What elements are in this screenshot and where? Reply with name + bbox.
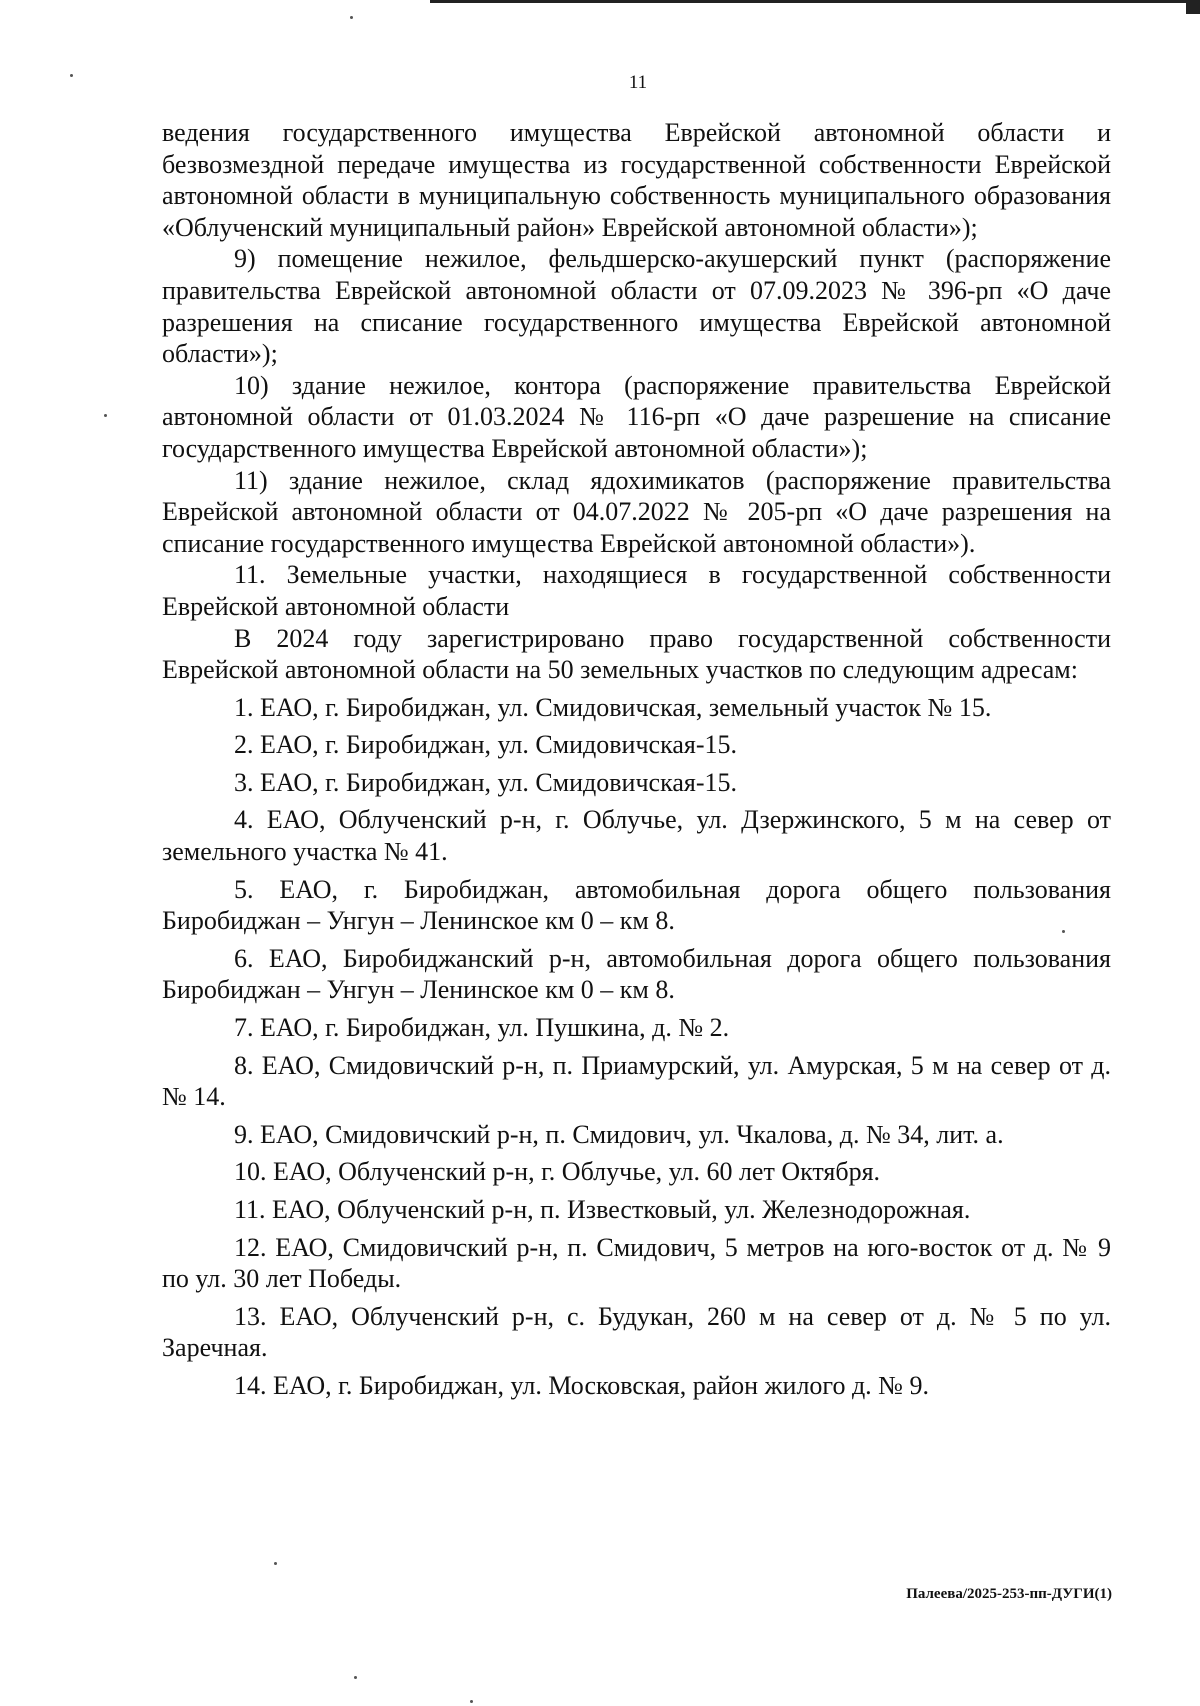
item-9-paragraph: 9) помещение нежилое, фельдшерско-акушерский пункт (распоряжение правительства Еврейской автономной области от 07.09.2023 № 396-рп «О даче разрешения на списание государственного имущества Еврейской автономной области»); bbox=[162, 244, 1111, 369]
section-heading: 11. Земельные участки, находящиеся в государственной собственности Еврейской автономной области bbox=[162, 560, 1111, 621]
item-10-paragraph: 10) здание нежилое, контора (распоряжение правительства Еврейской автономной области от 01.03.2024 № 116-рп «О даче разрешение на списание государственного имущества Еврейской автономной области»); bbox=[162, 370, 1111, 463]
address-item: 12. ЕАО, Смидовичский р-н, п. Смидович, 5 метров на юго-восток от д. № 9 по ул. 30 лет Победы. bbox=[162, 1232, 1111, 1294]
scan-speck bbox=[470, 1700, 473, 1703]
scan-speck bbox=[350, 16, 353, 19]
address-item: 11. ЕАО, Облученский р-н, п. Известковый, ул. Железнодорожная. bbox=[234, 1195, 971, 1224]
scan-speck bbox=[274, 1562, 277, 1565]
scan-top-edge-mark bbox=[430, 0, 1200, 3]
address-item: 6. ЕАО, Биробиджанский р-н, автомобильная дорога общего пользования Биробиджан – Унгун – Ленинское км 0 – км 8. bbox=[162, 943, 1111, 1005]
address-item: 1. ЕАО, г. Биробиджан, ул. Смидовичская, земельный участок № 15. bbox=[234, 692, 992, 722]
address-item: 10. ЕАО, Облученский р-н, г. Облучье, ул. 60 лет Октября. bbox=[234, 1157, 881, 1187]
address-item: 9. ЕАО, Смидовичский р-н, п. Смидович, ул. Чкалова, д. № 34, лит. а. bbox=[234, 1119, 1004, 1149]
footer-reference: Палеева/2025-253-пп-ДУГИ(1) bbox=[906, 1586, 1112, 1602]
scan-speck bbox=[70, 74, 73, 77]
document-body bbox=[162, 117, 1111, 1402]
scan-speck bbox=[1062, 930, 1065, 933]
address-item: 3. ЕАО, г. Биробиджан, ул. Смидовичская-15. bbox=[234, 767, 737, 797]
address-item: 7. ЕАО, г. Биробиджан, ул. Пушкина, д. № 2. bbox=[234, 1013, 730, 1043]
continuation-paragraph: ведения государственного имущества Еврейской автономной области и безвозмездной передаче имущества из государственной собственности Еврейской автономной области в муниципальную собственность муниципального образования «Облученский муниципальный район» Еврейской автономной области»); bbox=[162, 118, 1111, 242]
scan-speck bbox=[354, 1676, 357, 1679]
address-item: 14. ЕАО, г. Биробиджан, ул. Московская, район жилого д. № 9. bbox=[234, 1370, 929, 1400]
item-11-paragraph: 11) здание нежилое, склад ядохимикатов (распоряжение правительства Еврейской автономной области от 04.07.2022 № 205-рп «О даче разрешения на списание государственного имущества Еврейской автономной области»). bbox=[162, 465, 1111, 558]
address-item: 2. ЕАО, г. Биробиджан, ул. Смидовичская-15. bbox=[234, 730, 737, 760]
address-item: 13. ЕАО, Облученский р-н, с. Будукан, 260 м на север от д. № 5 по ул. Заречная. bbox=[162, 1301, 1111, 1363]
scan-corner-mark bbox=[1186, 0, 1200, 14]
address-item: 4. ЕАО, Облученский р-н, г. Облучье, ул. Дзержинского, 5 м на север от земельного участка № 41. bbox=[162, 805, 1111, 867]
scan-speck bbox=[104, 414, 107, 417]
registration-paragraph: В 2024 году зарегистрировано право государственной собственности Еврейской автономной области на 50 земельных участков по следующим адресам: bbox=[162, 623, 1111, 685]
address-item: 8. ЕАО, Смидовичский р-н, п. Приамурский, ул. Амурская, 5 м на север от д. № 14. bbox=[162, 1050, 1111, 1112]
address-item: 5. ЕАО, г. Биробиджан, автомобильная дорога общего пользования Биробиджан – Унгун – Ленинское км 0 – км 8. bbox=[162, 874, 1111, 936]
page-number: 11 bbox=[628, 72, 648, 93]
